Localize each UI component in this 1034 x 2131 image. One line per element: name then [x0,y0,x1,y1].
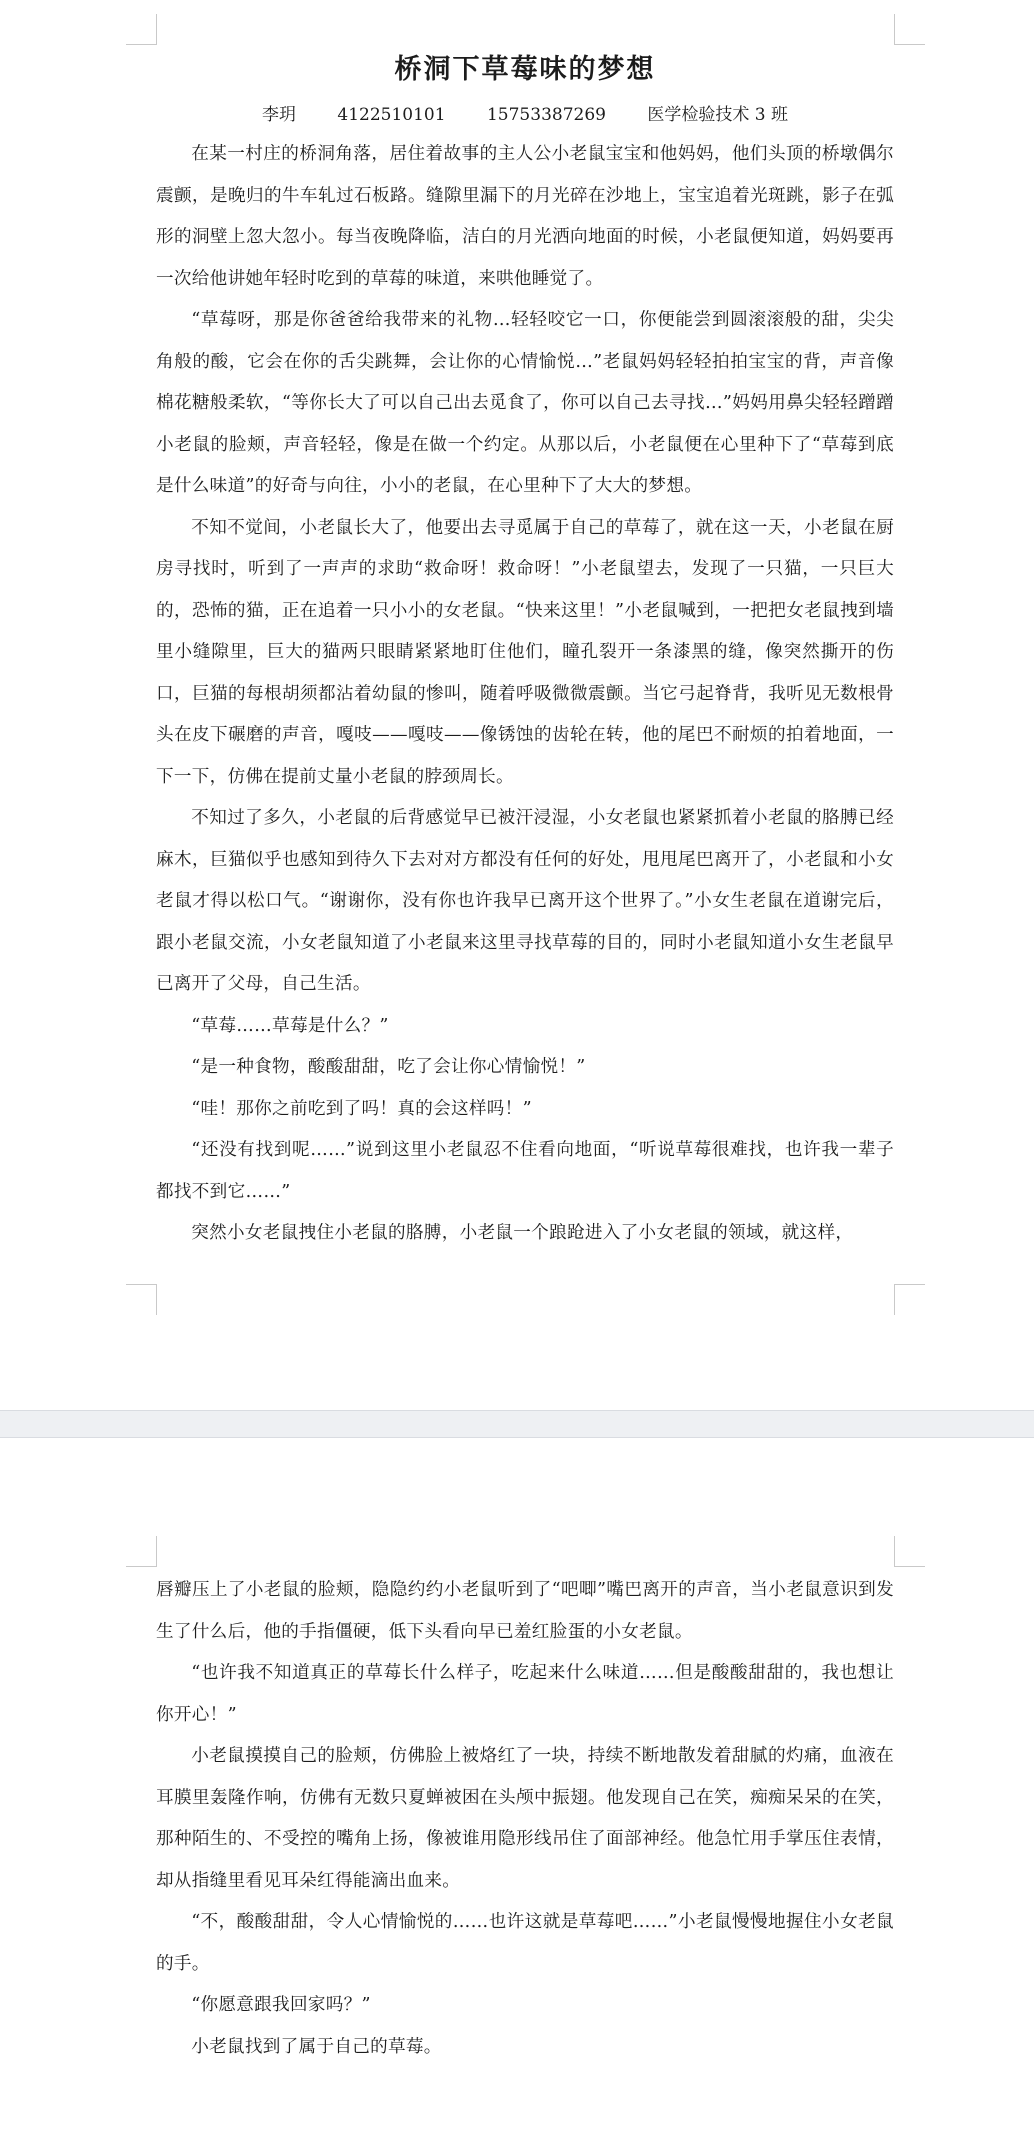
class-name: 医学检验技术 3 班 [647,105,788,125]
crop-mark [894,1536,925,1567]
crop-mark [894,14,925,45]
crop-mark [126,14,157,45]
paragraph: 在某一村庄的桥洞角落，居住着故事的主人公小老鼠宝宝和他妈妈，他们头顶的桥墩偶尔震颤，是晚归的牛车轧过石板路。缝隙里漏下的月光碎在沙地上，宝宝追着光斑跳，影子在弧形的洞壁上忽大忽小。每当夜晚降临，洁白的月光洒向地面的时候，小老鼠便知道，妈妈要再一次给他讲她年轻时吃到的草莓的味道，来哄他睡觉了。 [156,144,894,289]
dialogue-paragraph: “你愿意跟我回家吗？” [191,1995,371,2015]
essay-title: 桥洞下草莓味的梦想 [394,54,656,85]
paragraph: 不知过了多久，小老鼠的后背感觉早已被汗浸湿，小女老鼠也紧紧抓着小老鼠的胳膊已经麻木，巨猫似乎也感知到待久下去对对方都没有任何的好处，甩甩尾巴离开了，小老鼠和小女老鼠才得以松口气。“谢谢你，没有你也许我早已离开这个世界了。”小女生老鼠在道谢完后，跟小老鼠交流，小女老鼠知道了小老鼠来这里寻找草莓的目的，同时小老鼠知道小女生老鼠早已离开了父母，自己生活。 [156,808,894,994]
dialogue-paragraph: “也许我不知道真正的草莓长什么样子，吃起来什么味道……但是酸酸甜甜的，我也想让你开心！” [156,1663,894,1725]
author-name: 李玥 [262,105,296,125]
crop-mark [126,1284,157,1315]
paragraph: 小老鼠摸摸自己的脸颊，仿佛脸上被烙红了一块，持续不断地散发着甜腻的灼痛，血液在耳膜里轰隆作响，仿佛有无数只夏蝉被困在头颅中振翅。他发现自己在笑，痴痴呆呆的在笑，那种陌生的、不受控的嘴角上扬，像被谁用隐形线吊住了面部神经。他急忙用手掌压住表情，却从指缝里看见耳朵红得能滴出血来。 [156,1746,894,1891]
student-id: 4122510101 [337,105,446,125]
page-2-body [156,1570,894,2068]
phone-number: 15753387269 [486,105,606,125]
paragraph: 突然小女老鼠拽住小老鼠的胳膊，小老鼠一个踉跄进入了小女老鼠的领域，就这样， [191,1223,854,1243]
dialogue-paragraph: “哇！那你之前吃到了吗！真的会这样吗！” [191,1098,532,1119]
dialogue-paragraph: “草莓……草莓是什么？” [191,1015,389,1036]
crop-mark [894,1284,925,1315]
paragraph-continuation: 唇瓣压上了小老鼠的脸颊，隐隐约约小老鼠听到了“吧唧”嘴巴离开的声音，当小老鼠意识到发生了什么后，他的手指僵硬，低下头看向早已羞红脸蛋的小女老鼠。 [156,1580,894,1642]
dialogue-paragraph: “还没有找到呢……”说到这里小老鼠忍不住看向地面，“听说草莓很难找，也许我一辈子都找不到它……” [156,1140,894,1202]
closing-paragraph: 小老鼠找到了属于自己的草莓。 [191,2036,442,2057]
crop-mark [126,1536,157,1567]
page-1-body [156,50,894,1255]
paragraph: 不知不觉间，小老鼠长大了，他要出去寻觅属于自己的草莓了，就在这一天，小老鼠在厨房寻找时，听到了一声声的求助“救命呀！救命呀！”小老鼠望去，发现了一只猫，一只巨大的，恐怖的猫，正在追着一只小小的女老鼠。“快来这里！”小老鼠喊到，一把把女老鼠拽到墙里小缝隙里，巨大的猫两只眼睛紧紧地盯住他们，瞳孔裂开一条漆黑的缝，像突然撕开的伤口，巨猫的每根胡须都沾着幼鼠的惨叫，随着呼吸微微震颤。当它弓起脊背，我听见无数根骨头在皮下碾磨的声音，嘎吱——嘎吱——像锈蚀的齿轮在转，他的尾巴不耐烦的拍着地面，一下一下，仿佛在提前丈量小老鼠的脖颈周长。 [156,517,894,787]
dialogue-paragraph: “不，酸酸甜甜，令人心情愉悦的……也许这就是草莓吧……”小老鼠慢慢地握住小女老鼠的手。 [156,1912,894,1974]
author-line [156,98,894,132]
paragraph: “草莓呀，那是你爸爸给我带来的礼物…轻轻咬它一口，你便能尝到圆滚滚般的甜，尖尖角般的酸，它会在你的舌尖跳舞，会让你的心情愉悦…”老鼠妈妈轻轻拍拍宝宝的背，声音像棉花糖般柔软，“等你长大了可以自己出去觅食了，你可以自己去寻找…”妈妈用鼻尖轻轻蹭蹭小老鼠的脸颊，声音轻轻，像是在做一个约定。从那以后，小老鼠便在心里种下了“草莓到底是什么味道”的好奇与向往，小小的老鼠，在心里种下了大大的梦想。 [156,310,894,496]
dialogue-paragraph: “是一种食物，酸酸甜甜，吃了会让你心情愉悦！” [191,1057,586,1077]
page-break-gap [0,1410,1034,1438]
document-page-2 [0,1438,1034,2131]
